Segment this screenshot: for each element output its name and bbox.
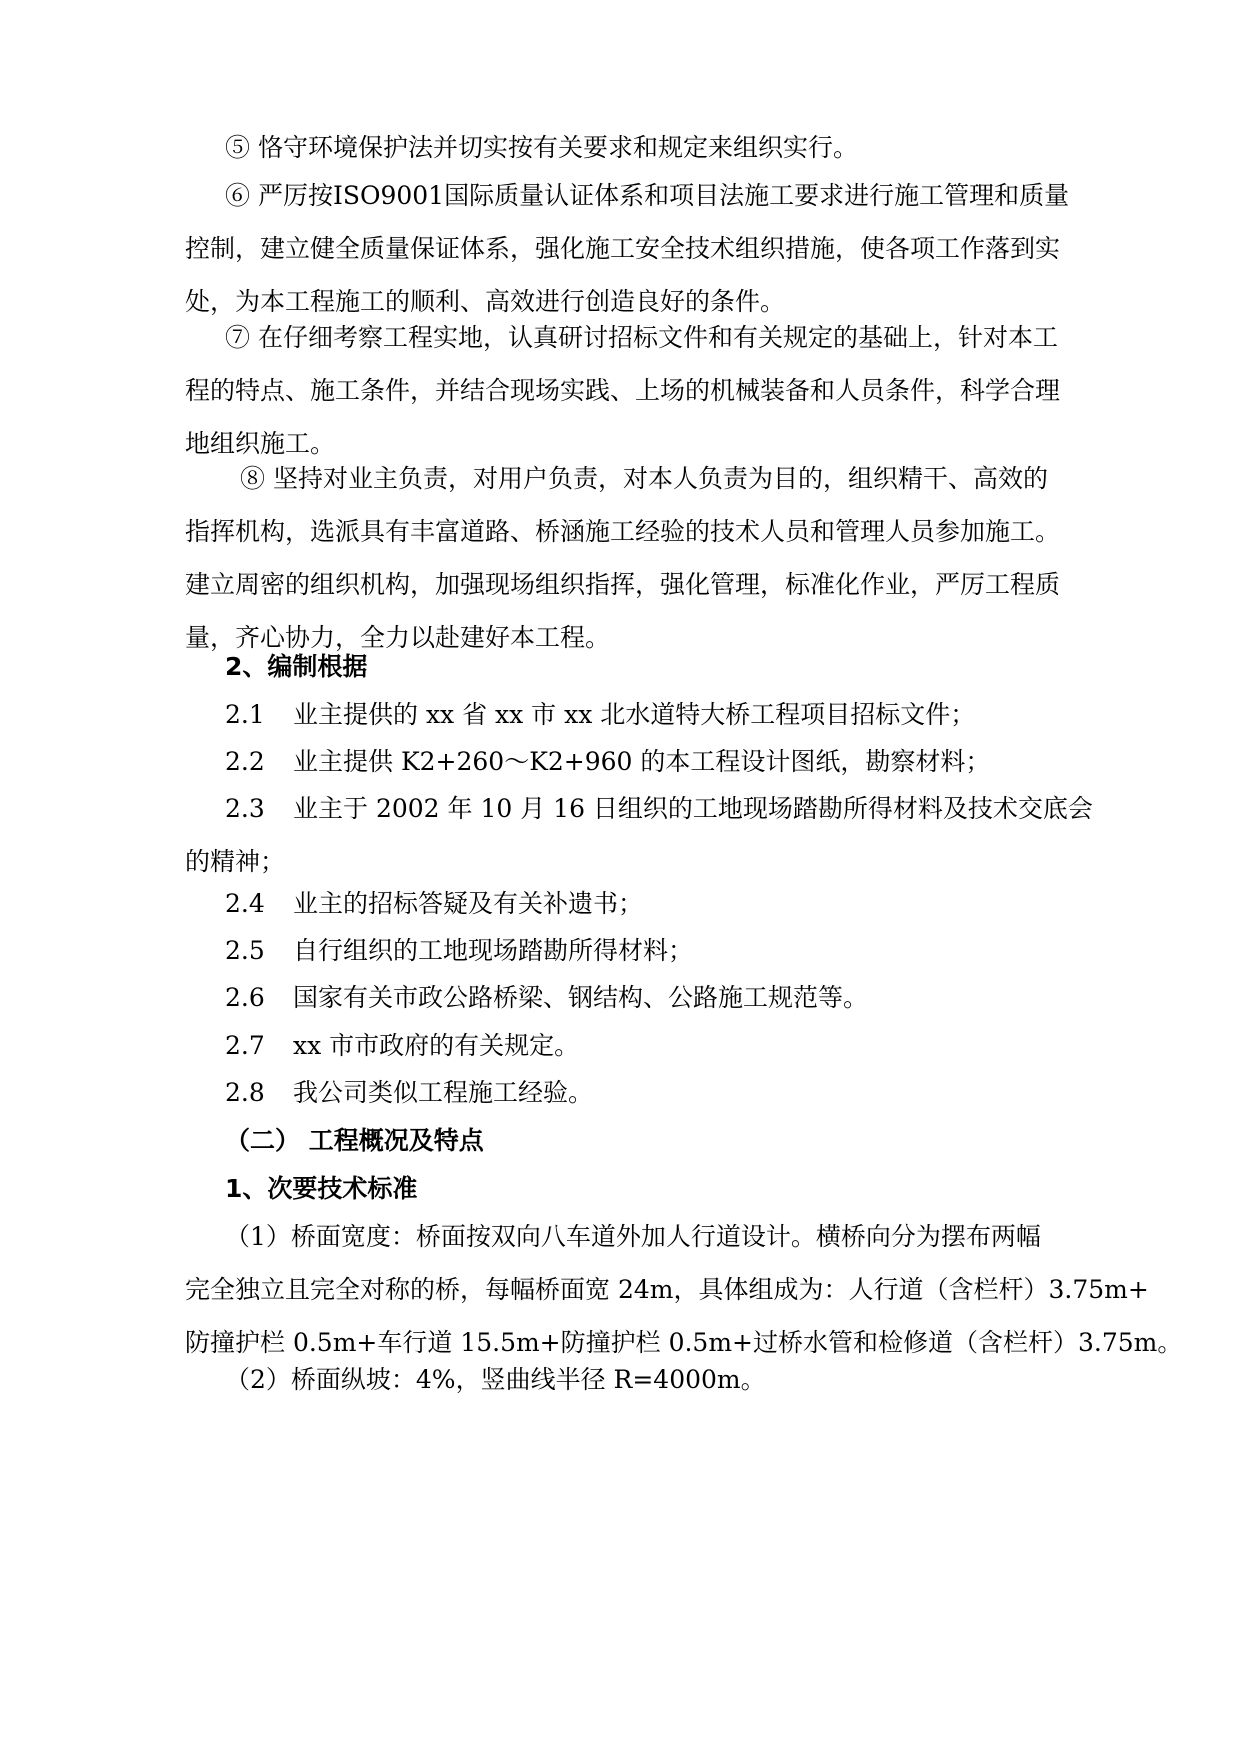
basis-item-2-3 bbox=[185, 782, 1123, 888]
item-text: 业主于 2002 年 10 月 16 日组织的工地现场踏勘所得材料及技术交底会 bbox=[293, 794, 1093, 823]
item-text: 业主提供的 xx 省 xx 市 xx 北水道特大桥工程项目招标文件； bbox=[293, 700, 976, 729]
text-line: 建立周密的组织机构，加强现场组织指挥，强化管理，标准化作业，严厉工程质 bbox=[185, 570, 1061, 599]
item-text: 业主提供 K2+260～K2+960 的本工程设计图纸，勘察材料； bbox=[293, 747, 991, 776]
text-line: 处，为本工程施工的顺利、高效进行创造良好的条件。 bbox=[185, 287, 786, 316]
part-heading bbox=[185, 1114, 1123, 1167]
basis-item-2-5 bbox=[185, 924, 1123, 977]
tech-standard-1-paragraph bbox=[185, 1210, 1183, 1369]
text-line: 控制，建立健全质量保证体系，强化施工安全技术组织措施，使各项工作落到实 bbox=[185, 234, 1061, 263]
item-8-paragraph bbox=[185, 452, 1123, 664]
text-line: 防撞护栏 0.5m+车行道 15.5m+防撞护栏 0.5m+过桥水管和检修道（含栏杆）3.75m。 bbox=[185, 1328, 1183, 1357]
text-line: 的精神； bbox=[185, 847, 286, 876]
text-line: 量，齐心协力，全力以赴建好本工程。 bbox=[185, 623, 611, 652]
basis-item-2-7 bbox=[185, 1019, 1123, 1072]
text-line: 程的特点、施工条件，并结合现场实践、上场的机械装备和人员条件，科学合理 bbox=[185, 376, 1061, 405]
basis-item-line bbox=[185, 1019, 1123, 1072]
section-heading bbox=[185, 640, 1123, 693]
basis-item-line bbox=[185, 971, 1123, 1024]
item-text: xx 市市政府的有关规定。 bbox=[293, 1031, 580, 1060]
basis-item-line bbox=[185, 1066, 1123, 1119]
item-number: 2.6 bbox=[225, 983, 265, 1012]
item-number: 2.4 bbox=[225, 889, 265, 918]
item-5-paragraph bbox=[185, 121, 1123, 174]
text-line: （1）桥面宽度：桥面按双向八车道外加人行道设计。横桥向分为摆布两幅 bbox=[225, 1222, 1041, 1251]
text-line: ⑧ 坚持对业主负责，对用户负责，对本人负责为目的，组织精干、高效的 bbox=[240, 464, 1048, 493]
text-line: 指挥机构，选派具有丰富道路、桥涵施工经验的技术人员和管理人员参加施工。 bbox=[185, 517, 1061, 546]
basis-item-line bbox=[185, 782, 1123, 835]
item-number: 2.1 bbox=[225, 700, 265, 729]
text-line: （2）桥面纵坡：4%，竖曲线半径 R=4000m。 bbox=[225, 1365, 766, 1394]
text-line: ⑥ 严厉按ISO9001国际质量认证体系和项目法施工要求进行施工管理和质量 bbox=[225, 181, 1070, 210]
basis-item-2-6 bbox=[185, 971, 1123, 1024]
heading-text: （二） 工程概况及特点 bbox=[225, 1126, 484, 1155]
tech-standard-2-paragraph bbox=[185, 1353, 1123, 1406]
item-number: 2.3 bbox=[225, 794, 265, 823]
item-number: 2.2 bbox=[225, 747, 265, 776]
basis-item-line bbox=[185, 688, 1123, 741]
text-line: 完全独立且完全对称的桥，每幅桥面宽 24m，具体组成为：人行道（含栏杆）3.75m+ bbox=[185, 1275, 1149, 1304]
item-text: 业主的招标答疑及有关补遗书； bbox=[293, 889, 644, 918]
item-6-paragraph bbox=[185, 169, 1123, 328]
text-line: ⑦ 在仔细考察工程实地，认真研讨招标文件和有关规定的基础上，针对本工 bbox=[225, 323, 1058, 352]
basis-item-2-2 bbox=[185, 735, 1123, 788]
item-number: 2.7 bbox=[225, 1031, 265, 1060]
heading-text: 1、次要技术标准 bbox=[225, 1174, 418, 1203]
basis-item-2-1 bbox=[185, 688, 1123, 741]
item-text: 我公司类似工程施工经验。 bbox=[293, 1078, 594, 1107]
item-number: 2.5 bbox=[225, 936, 265, 965]
item-text: 自行组织的工地现场踏勘所得材料； bbox=[293, 936, 694, 965]
item-text: 国家有关市政公路桥梁、钢结构、公路施工规范等。 bbox=[293, 983, 869, 1012]
sub-heading bbox=[185, 1162, 1123, 1215]
text-line: 地组织施工。 bbox=[185, 429, 336, 458]
item-7-paragraph bbox=[185, 311, 1123, 470]
text-line: ⑤ 恪守环境保护法并切实按有关要求和规定来组织实行。 bbox=[225, 133, 858, 162]
basis-item-2-4 bbox=[185, 877, 1123, 930]
basis-item-line bbox=[185, 924, 1123, 977]
basis-item-line bbox=[185, 735, 1123, 788]
basis-item-line bbox=[185, 877, 1123, 930]
item-number: 2.8 bbox=[225, 1078, 265, 1107]
heading-text: 2、编制根据 bbox=[225, 652, 368, 681]
basis-item-2-8 bbox=[185, 1066, 1123, 1119]
